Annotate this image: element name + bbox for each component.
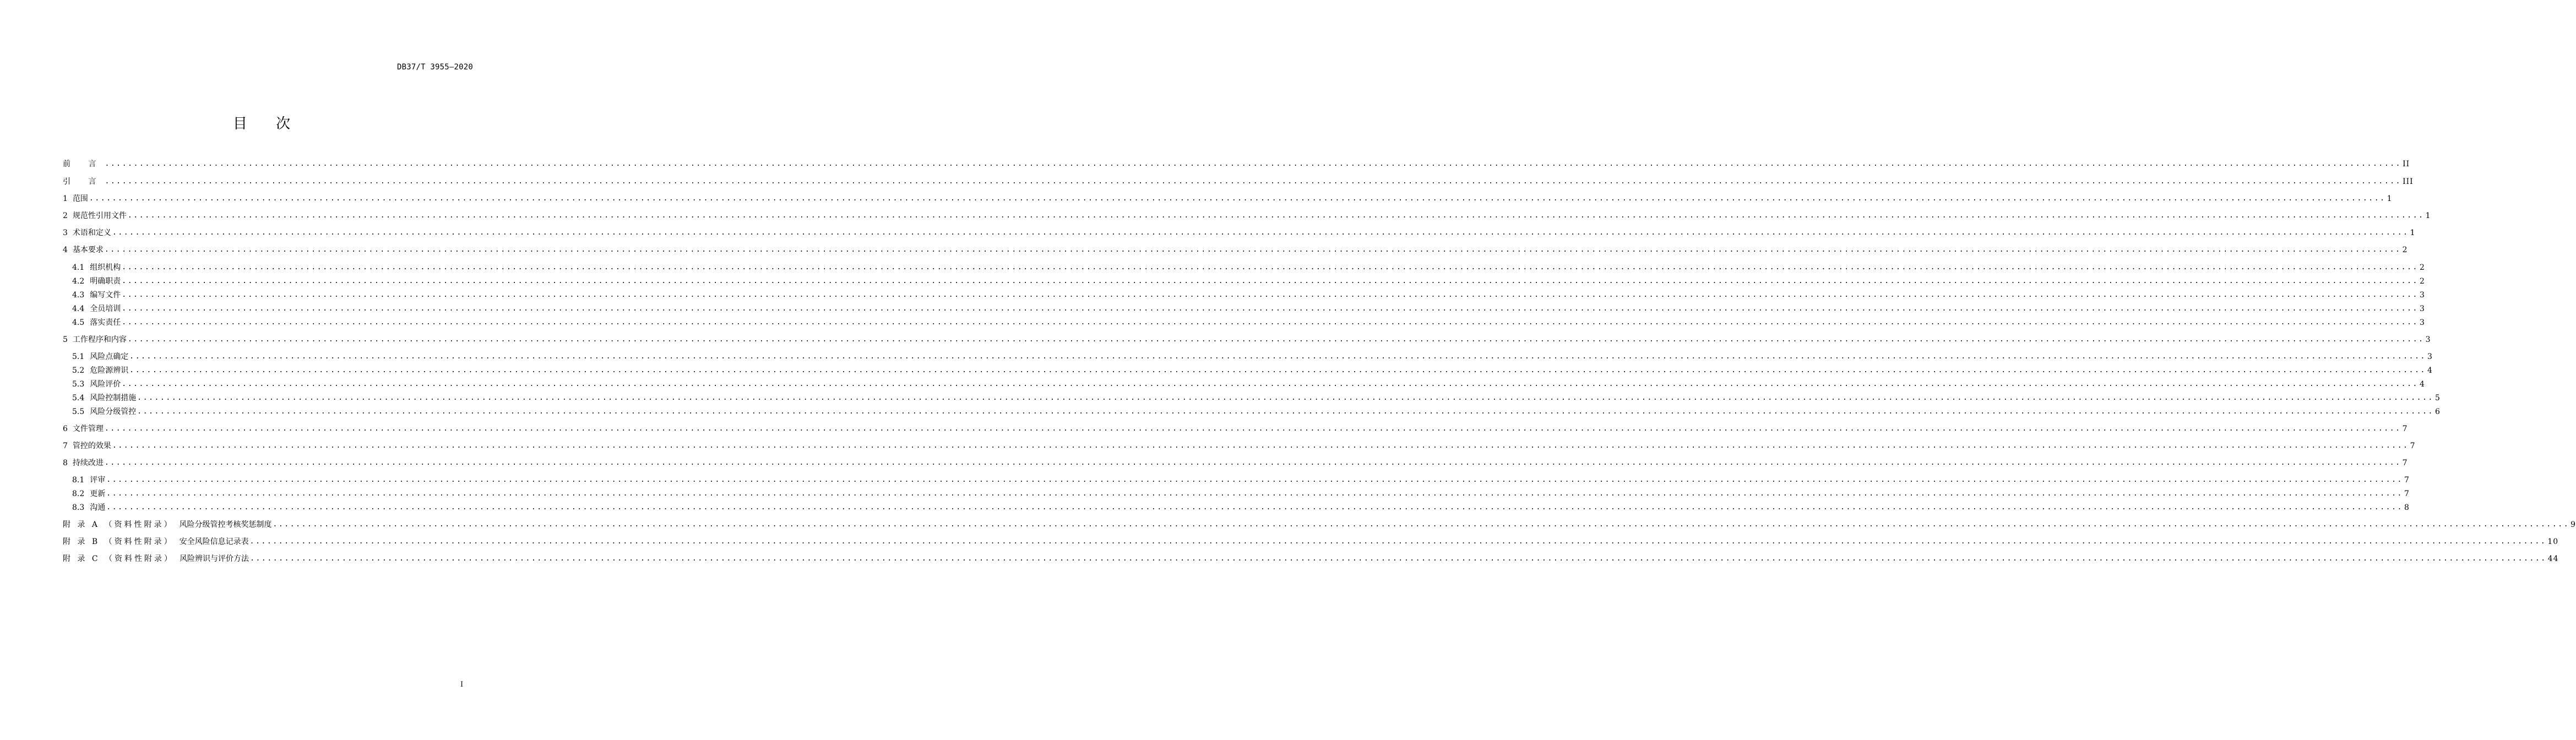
toc-leader-dots: ................................................................................................................................................................................................................................................................................................................................................................................................................ [129,366,2426,374]
toc-leader-dots: ................................................................................................................................................................................................................................................................................................................................................................................................................ [137,394,2434,402]
toc-number: 7 [63,442,68,450]
toc-row[interactable] [63,226,2416,238]
toc-leader-dots: ................................................................................................................................................................................................................................................................................................................................................................................................................ [122,277,2419,285]
toc-page-number: 4 [2419,380,2425,389]
toc-label: 规范性引用文件 [72,211,127,220]
toc-leader-dots: ................................................................................................................................................................................................................................................................................................................................................................................................................ [273,520,2570,529]
toc-row[interactable] [72,289,2425,301]
toc-label: 风险点确定 [90,352,129,361]
toc-number: 4.1 [72,263,85,272]
toc-label: 风险分级管控考核奖惩制度 [179,520,272,529]
toc-row[interactable] [72,275,2425,287]
toc-page-number: 2 [2419,277,2425,286]
page-title: 目 次 [232,116,303,132]
toc-appendix-row[interactable] [63,552,2559,564]
toc-number: 8 [63,459,68,467]
toc-row[interactable] [72,501,2410,513]
toc-leader-dots: ................................................................................................................................................................................................................................................................................................................................................................................................................ [127,335,2425,344]
toc-row[interactable] [72,261,2425,273]
toc-row[interactable] [72,405,2441,417]
toc-number: 4.2 [72,277,85,286]
toc-page-number: 44 [2547,554,2559,563]
toc-label: 基本要求 [72,246,104,254]
toc-row[interactable] [72,487,2410,499]
toc-page-number: 7 [2402,459,2408,467]
toc-page-number: 6 [2434,407,2441,416]
toc-page-number: 5 [2434,394,2441,402]
toc-number: 8.1 [72,476,85,485]
toc-number: 8.2 [72,489,85,498]
toc-page-number: 3 [2427,352,2433,361]
toc-page-number: 8 [2404,503,2410,512]
toc-appendix-row[interactable] [63,535,2559,547]
toc-leader-dots: ................................................................................................................................................................................................................................................................................................................................................................................................................ [105,177,2402,186]
toc-page-number: III [2403,177,2414,186]
toc-label: 风险辨识与评价方法 [180,554,249,563]
toc-number: 5.5 [72,407,85,416]
toc-label: 评审 [90,476,106,485]
toc-leader-dots: ................................................................................................................................................................................................................................................................................................................................................................................................................ [250,554,2547,563]
toc-row[interactable] [63,192,2393,204]
toc-label: 风险分级管控 [90,407,137,416]
toc-page-number: 3 [2419,318,2425,327]
toc-leader-dots: ................................................................................................................................................................................................................................................................................................................................................................................................................ [106,503,2403,512]
toc-leader-dots: ................................................................................................................................................................................................................................................................................................................................................................................................................ [104,246,2401,254]
toc-number: 5.1 [72,352,85,361]
toc-leader-dots: ................................................................................................................................................................................................................................................................................................................................................................................................................ [106,489,2403,498]
toc-row[interactable] [63,439,2416,451]
toc-page-number: 2 [2419,263,2425,272]
toc-page-number: 1 [2425,211,2431,220]
toc-label: 术语和定义 [72,228,111,237]
toc-row[interactable] [63,422,2408,434]
toc-label: 沟通 [90,503,106,512]
toc-label: 风险评价 [90,380,121,389]
toc-number: 前 言 [63,160,104,168]
toc-number: 2 [63,211,68,220]
toc-leader-dots: ................................................................................................................................................................................................................................................................................................................................................................................................................ [112,442,2409,450]
toc-leader-dots: ................................................................................................................................................................................................................................................................................................................................................................................................................ [122,318,2419,327]
toc-page-number: 1 [2387,194,2393,203]
toc-row[interactable] [72,474,2410,486]
toc-leader-dots: ................................................................................................................................................................................................................................................................................................................................................................................................................ [106,476,2403,484]
toc-page-number: 10 [2547,537,2559,546]
toc-number: 6 [63,425,68,433]
toc-number: 5.4 [72,394,85,402]
toc-leader-dots: ................................................................................................................................................................................................................................................................................................................................................................................................................ [249,537,2547,546]
toc-label: 明确职责 [90,277,121,286]
toc-leader-dots: ................................................................................................................................................................................................................................................................................................................................................................................................................ [122,263,2419,271]
toc-leader-dots: ................................................................................................................................................................................................................................................................................................................................................................................................................ [104,425,2401,433]
toc-row[interactable] [63,157,2410,170]
toc-page-number: 2 [2402,246,2408,254]
toc-page-number: 4 [2427,366,2433,375]
toc-number: 8.3 [72,503,85,512]
toc-page-number: 3 [2419,291,2425,300]
toc-number: 5.2 [72,366,85,375]
toc-label: 管控的效果 [72,442,111,450]
toc-leader-dots: ................................................................................................................................................................................................................................................................................................................................................................................................................ [112,228,2409,237]
toc-label: 全员培训 [90,304,121,313]
toc-leader-dots: ................................................................................................................................................................................................................................................................................................................................................................................................................ [122,291,2419,299]
toc-leader-dots: ................................................................................................................................................................................................................................................................................................................................................................................................................ [105,160,2402,168]
toc-label: 更新 [90,489,106,498]
toc-row[interactable] [72,378,2425,390]
toc-label: 工作程序和内容 [72,335,127,344]
toc-label: 风险控制措施 [90,394,137,402]
toc-row[interactable] [63,333,2431,345]
toc-leader-dots: ................................................................................................................................................................................................................................................................................................................................................................................................................ [122,304,2419,313]
toc-number: 5.3 [72,380,85,389]
toc-row[interactable] [72,316,2425,328]
toc-row[interactable] [63,243,2408,255]
page-number: I [460,681,464,689]
toc-label: 范围 [72,194,88,203]
toc-row[interactable] [72,364,2433,376]
toc-row[interactable] [72,391,2441,404]
toc-row[interactable] [63,209,2431,221]
toc-page-number: 9 [2570,520,2576,529]
toc-page-number: II [2403,160,2410,168]
toc-row[interactable] [72,302,2425,314]
toc-number: 3 [63,228,68,237]
toc-page-number: 7 [2410,442,2416,450]
toc-number: 引 言 [63,177,104,186]
toc-label: 落实责任 [90,318,121,327]
toc-page-number: 7 [2402,425,2408,433]
toc-number: 附 录 A （资料性附录） [63,520,174,529]
toc-page-number: 3 [2419,304,2425,313]
toc-number: 4.5 [72,318,85,327]
toc-number: 4.3 [72,291,85,300]
toc-number: 附 录 B （资料性附录） [63,537,174,546]
toc-number: 附 录 C （资料性附录） [63,554,175,563]
toc-number: 5 [63,335,68,344]
toc-row[interactable] [63,175,2414,187]
standard-code: DB37/T 3955—2020 [396,63,473,72]
toc-leader-dots: ................................................................................................................................................................................................................................................................................................................................................................................................................ [104,459,2401,467]
toc-leader-dots: ................................................................................................................................................................................................................................................................................................................................................................................................................ [137,407,2434,416]
toc-number: 1 [63,194,68,203]
toc-label: 持续改进 [72,459,104,467]
toc-label: 文件管理 [72,425,104,433]
toc-page-number: 1 [2410,228,2416,237]
toc-appendix-row[interactable] [63,518,2576,530]
toc-row[interactable] [72,350,2433,362]
toc-number: 4.4 [72,304,85,313]
toc-page-number: 3 [2425,335,2431,344]
toc-label: 安全风险信息记录表 [179,537,249,546]
toc-label: 危险源辨识 [90,366,129,375]
toc-page-number: 7 [2404,476,2410,485]
toc-number: 4 [63,246,68,254]
toc-leader-dots: ................................................................................................................................................................................................................................................................................................................................................................................................................ [127,211,2425,220]
toc-leader-dots: ................................................................................................................................................................................................................................................................................................................................................................................................................ [129,352,2426,361]
toc-page-number: 7 [2404,489,2410,498]
toc-label: 组织机构 [90,263,121,272]
toc-row[interactable] [63,456,2408,469]
toc-label: 编写文件 [90,291,121,300]
toc-leader-dots: ................................................................................................................................................................................................................................................................................................................................................................................................................ [122,380,2419,388]
toc-leader-dots: ................................................................................................................................................................................................................................................................................................................................................................................................................ [89,194,2386,203]
